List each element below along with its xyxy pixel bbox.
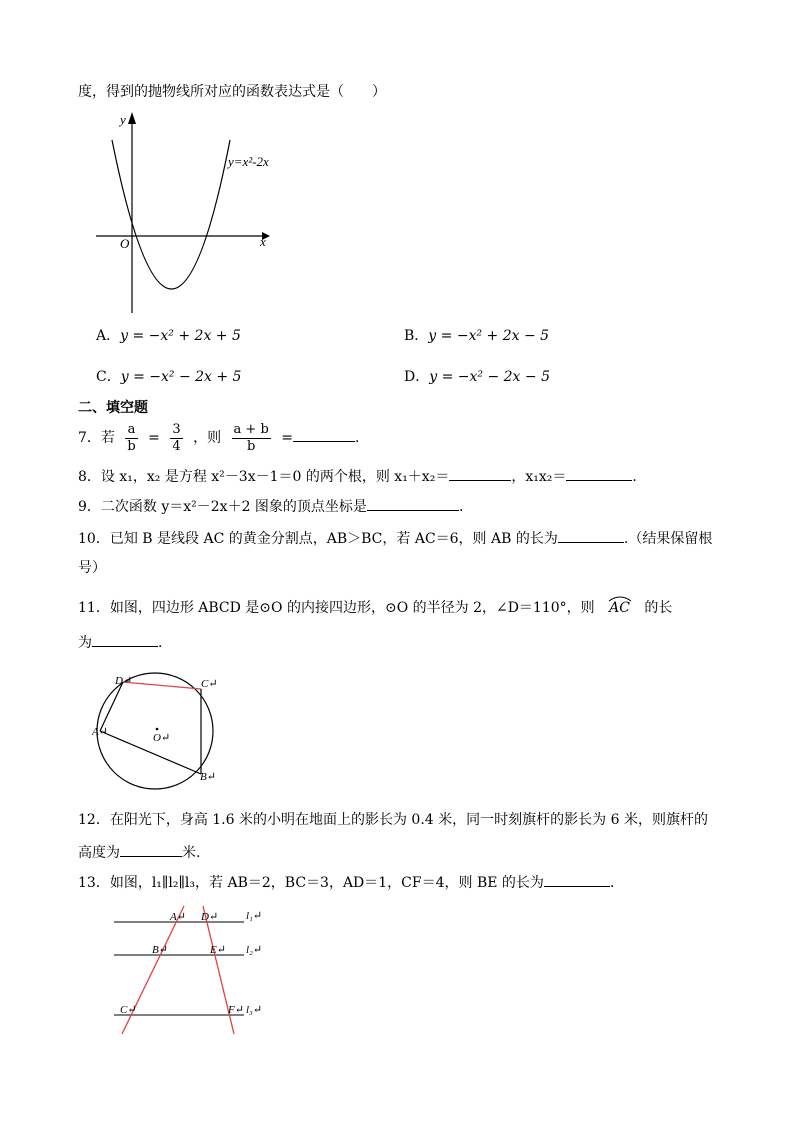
q13-parallel-figure bbox=[108, 902, 278, 1042]
q10-line2: 号） bbox=[78, 560, 106, 576]
q11-line2-text: 为 bbox=[78, 635, 92, 651]
section-title: 二、填空题 bbox=[78, 400, 148, 416]
y-axis-arrow bbox=[128, 112, 136, 124]
q12-line2-text: 高度为 bbox=[78, 845, 120, 861]
option-b-letter: B． bbox=[404, 328, 429, 344]
y-axis-label: y bbox=[120, 112, 126, 127]
x-axis-label: x bbox=[260, 234, 266, 249]
label-b: B↵ bbox=[152, 944, 168, 956]
curve-label: y=x²-2x bbox=[228, 154, 269, 169]
q7-fraction-a-b: $\frac{a}{b}$ bbox=[127, 421, 136, 454]
q11-answer-blank[interactable] bbox=[92, 632, 158, 647]
q10-line1-end: .（结果保留根 bbox=[623, 531, 713, 547]
q9-text: 9．二次函数 y＝x²－2x＋2 图象的顶点坐标是 bbox=[78, 499, 367, 515]
q10-text: 10．已知 B 是线段 AC 的黄金分割点，AB＞BC，若 AC＝6，则 AB 的长为 bbox=[78, 531, 558, 547]
q10-answer-blank[interactable] bbox=[558, 528, 624, 543]
option-d-expr: y = −x² − 2x − 5 bbox=[429, 369, 550, 385]
q11-circle-figure bbox=[88, 668, 228, 793]
q7-end: . bbox=[354, 430, 360, 446]
q7-mid: ，则 bbox=[193, 430, 222, 446]
q7-equals: = bbox=[148, 430, 160, 446]
center-point bbox=[156, 728, 159, 731]
label-d: D↵ bbox=[201, 911, 219, 923]
label-e: E↵ bbox=[210, 944, 226, 956]
option-b[interactable] bbox=[404, 326, 549, 346]
parabola-graph bbox=[90, 108, 280, 318]
label-o: O↵ bbox=[153, 732, 171, 744]
q7-answer-blank[interactable] bbox=[293, 427, 355, 442]
q8-sum-blank[interactable] bbox=[449, 466, 511, 481]
q11-line2 bbox=[78, 632, 162, 653]
q8 bbox=[78, 466, 637, 487]
q8-product-blank[interactable] bbox=[566, 466, 632, 481]
option-c[interactable] bbox=[96, 367, 241, 387]
option-b-expr: y = −x² + 2x − 5 bbox=[428, 328, 550, 344]
q9 bbox=[78, 496, 463, 517]
q11-arc-label: AC bbox=[609, 600, 630, 616]
q13-end: . bbox=[609, 875, 615, 891]
q13-answer-blank[interactable] bbox=[544, 872, 610, 887]
q8-text2: ，x₁x₂＝ bbox=[511, 469, 567, 485]
label-f: F↵ bbox=[228, 1004, 244, 1016]
q9-end: . bbox=[458, 499, 464, 515]
q10-line1 bbox=[78, 528, 712, 549]
option-d[interactable] bbox=[404, 367, 550, 387]
chord-ad bbox=[100, 682, 123, 731]
option-a-expr: y = −x² + 2x + 5 bbox=[120, 328, 241, 344]
q9-answer-blank[interactable] bbox=[367, 496, 459, 511]
q8-text1: 8．设 x₁，x₂ 是方程 x²－3x－1＝0 的两个根，则 x₁＋x₂＝ bbox=[78, 469, 450, 485]
q8-end: . bbox=[632, 469, 637, 485]
q7 bbox=[78, 420, 359, 456]
label-c: C↵ bbox=[120, 1004, 137, 1016]
parabola-curve bbox=[112, 140, 230, 289]
q12-line2 bbox=[78, 842, 200, 863]
origin-label: O bbox=[120, 236, 130, 251]
q13-text: 13．如图，l₁∥l₂∥l₃，若 AB＝2，BC＝3，AD＝1，CF＝4，则 BE 的长为 bbox=[78, 875, 544, 891]
label-l2: l₂↵ bbox=[246, 944, 263, 956]
q11-text: 11．如图，四边形 ABCD 是⊙O 的内接四边形，⊙O 的半径为 2，∠D＝110°，则 bbox=[78, 600, 595, 616]
q13 bbox=[78, 872, 614, 893]
label-a: A↵ bbox=[170, 911, 186, 923]
q7-fraction-3-4: $\frac{3}{4}$ bbox=[172, 421, 181, 454]
chord-dc bbox=[123, 682, 201, 689]
q7-fraction-sum: $\frac{a + b}{b}$ bbox=[233, 421, 269, 454]
option-c-letter: C． bbox=[96, 369, 121, 385]
q7-suffix: = bbox=[281, 430, 293, 446]
option-c-expr: y = −x² − 2x + 5 bbox=[120, 369, 242, 385]
label-a: A↵ bbox=[92, 726, 108, 738]
option-a-letter: A． bbox=[96, 328, 121, 344]
q12-line2-end: 米. bbox=[182, 845, 201, 861]
q11-line1 bbox=[78, 598, 672, 618]
option-d-letter: D． bbox=[404, 369, 430, 385]
q12-answer-blank[interactable] bbox=[120, 842, 182, 857]
label-l1: l₁↵ bbox=[246, 910, 263, 922]
q7-prefix: 7．若 bbox=[78, 430, 115, 446]
q11-line1-end: 的长 bbox=[644, 600, 673, 616]
label-c: C↵ bbox=[201, 678, 218, 690]
q6-intro: 度，得到的抛物线所对应的函数表达式是（ ） bbox=[78, 84, 386, 100]
label-l3: l₃↵ bbox=[246, 1004, 263, 1016]
q12-line1: 12．在阳光下，身高 1.6 米的小明在地面上的影长为 0.4 米，同一时刻旗杆的影长为 6 米，则旗杆的 bbox=[78, 812, 708, 828]
label-b: B↵ bbox=[200, 771, 216, 783]
chord-ba bbox=[100, 731, 201, 774]
option-a[interactable] bbox=[96, 326, 241, 346]
q11-line2-end: . bbox=[158, 635, 163, 651]
q11-arc-ac bbox=[609, 598, 630, 618]
label-d: D↵ bbox=[115, 675, 133, 687]
